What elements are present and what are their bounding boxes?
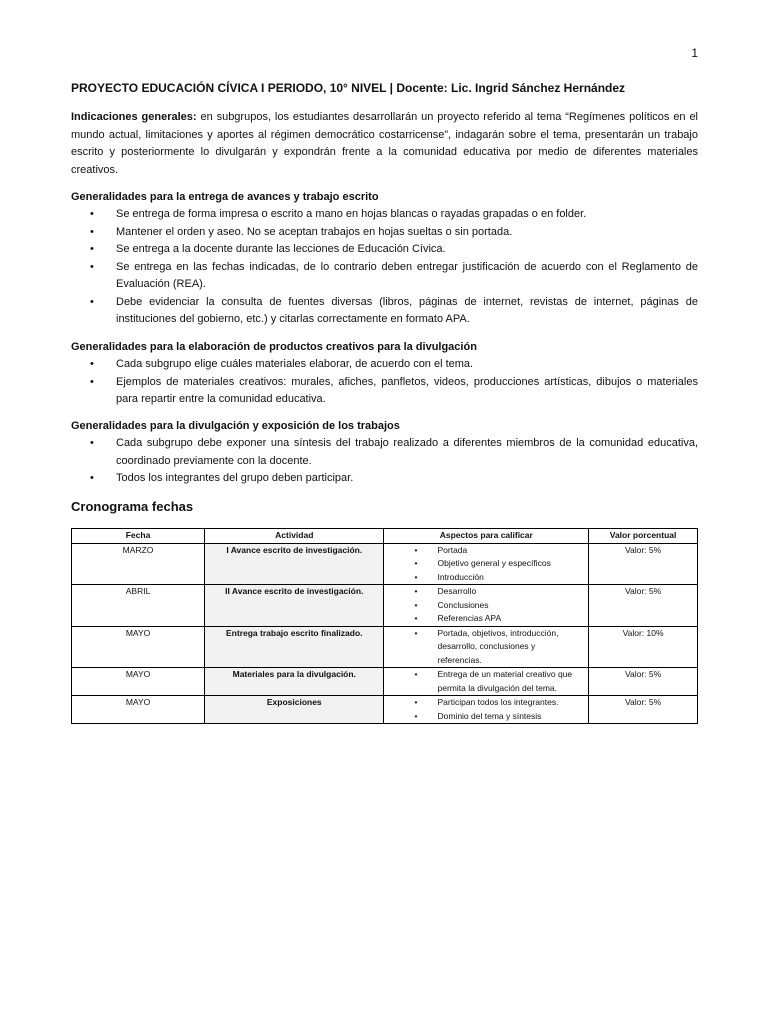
cell-valor: Valor: 5% xyxy=(589,585,698,627)
bullet-icon: • xyxy=(90,472,94,484)
intro-text: en subgrupos, los estudiantes desarrollarán un proyecto referido al tema “Regímenes políticos en el mundo actual, limitaciones y aportes al régimen democrático costarricense”, indagarán sobre el tema, presentarán un trabajo escrito y posteriormente lo divulgarán y expondrán frente a la comunidad educativa por medio de diferentes materiales creativos. xyxy=(71,111,699,176)
bullet-list xyxy=(71,206,698,329)
cell-fecha: MAYO xyxy=(72,696,205,724)
bullet-icon: • xyxy=(414,613,418,623)
cell-fecha: MAYO xyxy=(72,668,205,696)
list-item-text: Desarrollo xyxy=(437,586,477,596)
table-header-row xyxy=(72,529,698,544)
cell-aspectos xyxy=(384,543,589,585)
aspectos-list xyxy=(387,627,585,668)
list-item xyxy=(387,696,585,710)
list-item xyxy=(387,599,585,613)
cell-fecha: MAYO xyxy=(72,626,205,668)
list-item xyxy=(71,241,698,259)
list-item xyxy=(71,374,698,409)
bullet-icon: • xyxy=(414,558,418,568)
list-item xyxy=(71,206,698,224)
list-item-text: Portada xyxy=(437,544,468,555)
cronograma-title: Cronograma fechas xyxy=(71,499,194,514)
bullet-list xyxy=(71,356,698,409)
list-item-text: Se entrega en las fechas indicadas, de lo contrario deben entregar justificación de acuerdo con el Reglamento de Evaluación (REA). xyxy=(116,260,698,290)
table-row xyxy=(72,585,698,627)
list-item-text: Todos los integrantes del grupo deben participar. xyxy=(116,472,354,484)
list-item xyxy=(387,557,585,571)
list-item-text: Participan todos los integrantes. xyxy=(437,697,559,707)
bullet-icon: • xyxy=(414,544,418,555)
list-item-text: Portada, objetivos, introducción, desarrollo, conclusiones y referencias. xyxy=(437,627,559,665)
list-item-text: Entrega de un material creativo que permita la divulgación del tema. xyxy=(437,669,573,693)
cell-fecha: ABRIL xyxy=(72,585,205,627)
list-item xyxy=(387,544,585,558)
bullet-icon: • xyxy=(90,208,94,220)
cell-actividad: II Avance escrito de investigación. xyxy=(205,585,384,627)
cell-valor: Valor: 5% xyxy=(589,668,698,696)
bullet-icon: • xyxy=(90,295,94,308)
section-entrega xyxy=(71,189,698,329)
list-item xyxy=(71,259,698,294)
bullet-icon: • xyxy=(414,697,418,707)
cell-valor: Valor: 5% xyxy=(589,696,698,724)
list-item-text: Objetivo general y específicos xyxy=(437,558,551,568)
bullet-icon: • xyxy=(414,599,418,610)
aspectos-list xyxy=(387,585,585,626)
cell-fecha: MARZO xyxy=(72,543,205,585)
header-valor: Valor porcentual xyxy=(589,529,698,544)
cell-aspectos xyxy=(384,668,589,696)
list-item-text: Cada subgrupo debe exponer una síntesis del trabajo realizado a diferentes miembros de la comunidad educativa, coordinado previamente con la docente. xyxy=(116,437,698,467)
section-heading: Generalidades para la divulgación y exposición de los trabajos xyxy=(71,420,400,432)
aspectos-list xyxy=(387,544,585,585)
cell-aspectos xyxy=(384,626,589,668)
list-item xyxy=(71,435,698,470)
header-actividad: Actividad xyxy=(205,529,384,544)
cell-actividad: I Avance escrito de investigación. xyxy=(205,543,384,585)
bullet-icon: • xyxy=(90,437,94,449)
header-aspectos: Aspectos para calificar xyxy=(384,529,589,544)
bullet-icon: • xyxy=(90,225,94,238)
document-title: PROYECTO EDUCACIÓN CÍVICA I PERIODO, 10° NIVEL | Docente: Lic. Ingrid Sánchez Hernández xyxy=(71,81,626,95)
list-item xyxy=(387,585,585,599)
list-item-text: Se entrega a la docente durante las lecciones de Educación Cívica. xyxy=(116,243,446,255)
cell-aspectos xyxy=(384,585,589,627)
table-row xyxy=(72,626,698,668)
list-item-text: Introducción xyxy=(437,571,484,582)
bullet-icon: • xyxy=(90,375,94,388)
list-item xyxy=(71,224,698,242)
header-fecha: Fecha xyxy=(72,529,205,544)
intro-label: Indicaciones generales: xyxy=(71,111,197,123)
list-item xyxy=(71,356,698,374)
list-item xyxy=(71,470,698,488)
list-item-text: Conclusiones xyxy=(437,599,489,610)
cell-valor: Valor: 10% xyxy=(589,626,698,668)
bullet-icon: • xyxy=(90,243,94,255)
bullet-icon: • xyxy=(414,571,418,582)
aspectos-list xyxy=(387,696,585,723)
bullet-icon: • xyxy=(90,260,94,273)
list-item-text: Debe evidenciar la consulta de fuentes diversas (libros, páginas de internet, revistas de internet, páginas de instituciones del gobierno, etc.) y citarlas correctamente en formato APA. xyxy=(116,295,698,325)
section-productos-creativos xyxy=(71,339,698,409)
cell-aspectos xyxy=(384,696,589,724)
bullet-list xyxy=(71,435,698,488)
list-item xyxy=(387,668,585,695)
section-heading: Generalidades para la elaboración de productos creativos para la divulgación xyxy=(71,341,477,353)
table-row xyxy=(72,543,698,585)
section-heading: Generalidades para la entrega de avances y trabajo escrito xyxy=(71,191,379,203)
table-row xyxy=(72,668,698,696)
section-divulgacion xyxy=(71,418,698,488)
page-number: 1 xyxy=(691,46,698,60)
list-item-text: Se entrega de forma impresa o escrito a mano en hojas blancas o rayadas grapadas o en folder. xyxy=(116,208,587,220)
bullet-icon: • xyxy=(90,358,94,370)
list-item xyxy=(387,627,585,668)
aspectos-list xyxy=(387,668,585,695)
list-item-text: Dominio del tema y síntesis xyxy=(437,710,542,721)
cronograma-table xyxy=(71,528,698,724)
cell-valor: Valor: 5% xyxy=(589,543,698,585)
cell-actividad: Materiales para la divulgación. xyxy=(205,668,384,696)
cell-actividad: Entrega trabajo escrito finalizado. xyxy=(205,626,384,668)
bullet-icon: • xyxy=(414,669,418,679)
list-item-text: Ejemplos de materiales creativos: murales, afiches, panfletos, videos, producciones artísticas, dibujos o materiales para repartir entre la comunidad educativa. xyxy=(116,375,698,405)
intro-paragraph xyxy=(71,109,698,179)
table-row xyxy=(72,696,698,724)
cell-actividad: Exposiciones xyxy=(205,696,384,724)
list-item-text: Referencias APA xyxy=(437,613,502,623)
bullet-icon: • xyxy=(414,586,418,596)
bullet-icon: • xyxy=(414,627,418,638)
bullet-icon: • xyxy=(414,710,418,721)
list-item xyxy=(387,710,585,724)
list-item-text: Cada subgrupo elige cuáles materiales elaborar, de acuerdo con el tema. xyxy=(116,358,474,370)
list-item xyxy=(387,612,585,626)
list-item xyxy=(71,294,698,329)
list-item xyxy=(387,571,585,585)
list-item-text: Mantener el orden y aseo. No se aceptan trabajos en hojas sueltas o sin portada. xyxy=(116,225,513,238)
